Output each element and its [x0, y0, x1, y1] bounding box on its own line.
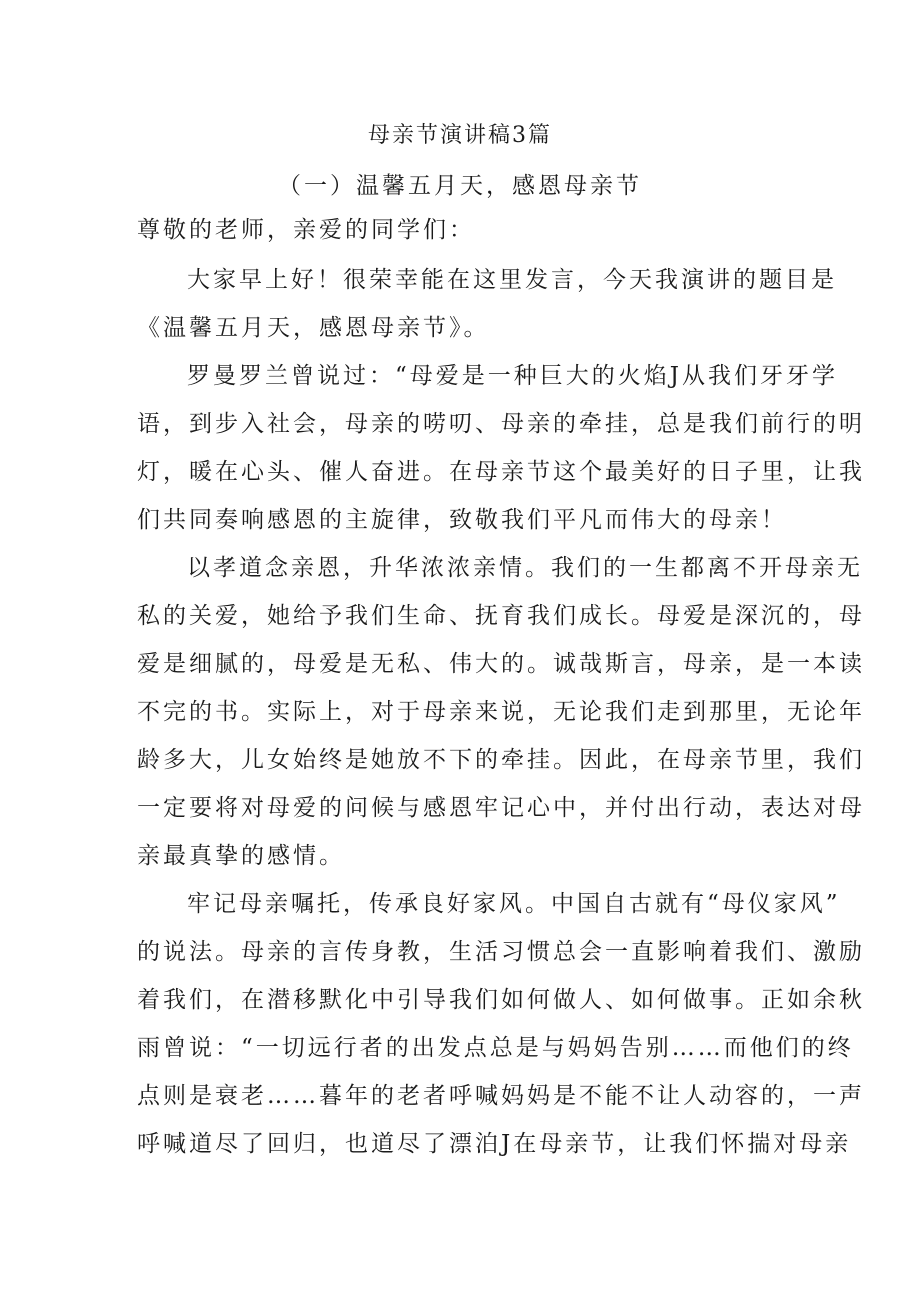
text-line: 雨曾说：“一切远行者的出发点总是与妈妈告别……而他们的终 — [137, 1035, 854, 1061]
text-line: 爱是细腻的，母爱是无私、伟大的。诚哉斯言，母亲，是一本读 — [137, 651, 865, 677]
text-line: 以孝道念亲恩，升华浓浓亲情。我们的一生都离不开母亲无 — [187, 555, 863, 581]
text-line: 牢记母亲嘱托，传承良好家风。中国自古就有“母仪家风” — [187, 891, 841, 917]
text-line: 呼喊道尽了回归，也道尽了漂泊J在母亲节，让我们怀揣对母亲 — [137, 1131, 852, 1157]
text-line: 语，到步入社会，母亲的唠叨、母亲的牵挂，总是我们前行的明 — [137, 411, 865, 437]
text-line: 点则是衰老……暮年的老者呼喊妈妈是不能不让人动容的，一声 — [137, 1083, 865, 1109]
text-line: 龄多大，儿女始终是她放不下的牵挂。因此，在母亲节里，我们 — [137, 747, 865, 773]
text-line: 私的关爱，她给予我们生命、抚育我们成长。母爱是深沉的，母 — [137, 603, 865, 629]
text-line: 着我们，在潜移默化中引导我们如何做人、如何做事。正如余秋 — [137, 987, 865, 1013]
document-subtitle: （一）温馨五月天，感恩母亲节 — [278, 173, 642, 199]
text-line: 《温馨五月天，感恩母亲节》。 — [137, 315, 490, 341]
text-line: 们共同奏响感恩的主旋律，致敬我们平凡而伟大的母亲！ — [137, 507, 787, 533]
text-line: 大家早上好！很荣幸能在这里发言，今天我演讲的题目是 — [187, 267, 837, 293]
salutation: 尊敬的老师，亲爱的同学们： — [137, 217, 475, 243]
document-title: 母亲节演讲稿3篇 — [368, 123, 552, 148]
text-line: 灯，暖在心头、催人奋进。在母亲节这个最美好的日子里，让我 — [137, 459, 865, 485]
text-line: 的说法。母亲的言传身教，生活习惯总会一直影响着我们、激励 — [137, 939, 865, 965]
text-line: 亲最真挚的感情。 — [137, 843, 345, 869]
text-line: 不完的书。实际上，对于母亲来说，无论我们走到那里，无论年 — [137, 699, 865, 725]
text-line: 一定要将对母爱的问候与感恩牢记心中，并付出行动，表达对母 — [137, 795, 865, 821]
text-line: 罗曼罗兰曾说过：“母爱是一种巨大的火焰J从我们牙牙学 — [187, 363, 838, 389]
